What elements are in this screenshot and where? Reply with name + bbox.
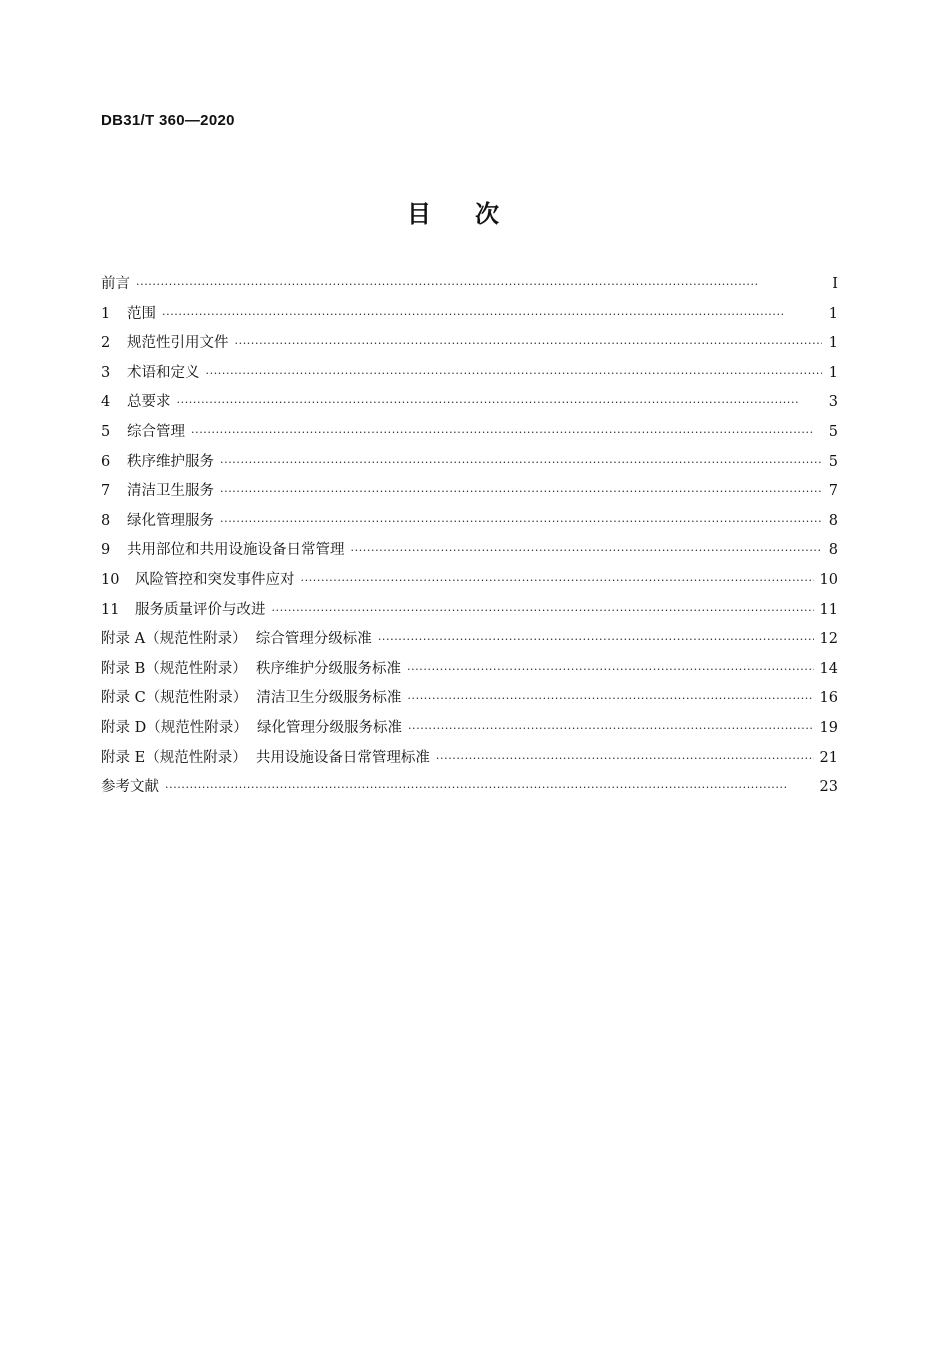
toc-entry-page: 5 xyxy=(828,453,838,470)
dot-leader xyxy=(177,396,823,409)
toc-entry-label: 共用部位和共用设施设备日常管理 xyxy=(127,542,345,559)
toc-entry-page: 5 xyxy=(828,423,838,440)
toc-entry[interactable] xyxy=(101,420,838,450)
table-of-contents xyxy=(101,272,838,805)
dot-leader xyxy=(191,426,822,439)
toc-entry-number: 2 xyxy=(101,335,111,352)
toc-entry-page: I xyxy=(832,276,838,292)
toc-entry-label: 秩序维护服务 xyxy=(127,453,214,470)
toc-entry[interactable] xyxy=(101,716,838,746)
toc-entry-page: 23 xyxy=(819,779,838,796)
toc-entry-label: 附录 D（规范性附录） 绿化管理分级服务标准 xyxy=(101,719,402,736)
dot-leader xyxy=(407,663,814,676)
dot-leader xyxy=(272,604,814,617)
toc-entry[interactable] xyxy=(101,450,838,480)
toc-entry-number: 4 xyxy=(101,394,111,411)
toc-entry-page: 1 xyxy=(828,305,838,322)
dot-leader xyxy=(162,308,822,321)
toc-entry-number: 6 xyxy=(101,453,111,470)
toc-entry-page: 14 xyxy=(819,660,838,677)
toc-entry-page: 12 xyxy=(819,631,838,648)
toc-entry-page: 19 xyxy=(819,719,838,736)
dot-leader xyxy=(235,337,823,350)
toc-entry-number: 5 xyxy=(101,423,111,440)
toc-entry[interactable] xyxy=(101,775,838,805)
toc-entry-label: 清洁卫生服务 xyxy=(127,483,214,500)
toc-entry-page: 8 xyxy=(828,512,838,529)
dot-leader xyxy=(408,722,814,735)
dot-leader xyxy=(407,692,813,705)
toc-entry-page: 1 xyxy=(828,364,838,381)
toc-entry-page: 7 xyxy=(828,483,838,500)
dot-leader xyxy=(378,633,814,646)
toc-entry-page: 10 xyxy=(819,571,838,588)
dot-leader xyxy=(301,574,814,587)
toc-entry[interactable] xyxy=(101,331,838,361)
toc-entry-label: 附录 E（规范性附录） 共用设施设备日常管理标准 xyxy=(101,749,430,766)
toc-entry-number: 11 xyxy=(101,601,120,618)
toc-entry[interactable] xyxy=(101,272,838,302)
toc-entry-label: 服务质量评价与改进 xyxy=(135,601,266,618)
toc-entry[interactable] xyxy=(101,509,838,539)
toc-entry-label: 前言 xyxy=(101,276,130,292)
toc-entry-number: 9 xyxy=(101,542,111,559)
toc-entry-page: 8 xyxy=(828,542,838,559)
toc-entry[interactable] xyxy=(101,302,838,332)
dot-leader xyxy=(220,515,822,528)
toc-entry-label: 规范性引用文件 xyxy=(127,335,229,352)
toc-entry[interactable] xyxy=(101,627,838,657)
toc-entry-page: 1 xyxy=(828,335,838,352)
page-title xyxy=(0,194,950,229)
toc-entry-number: 10 xyxy=(101,571,120,588)
toc-entry[interactable] xyxy=(101,479,838,509)
toc-entry-number: 7 xyxy=(101,483,111,500)
standard-code: DB31/T 360—2020 xyxy=(101,112,235,129)
toc-entry[interactable] xyxy=(101,390,838,420)
toc-entry-label: 绿化管理服务 xyxy=(127,512,214,529)
dot-leader xyxy=(220,485,822,498)
toc-entry-page: 16 xyxy=(819,690,838,707)
toc-entry-label: 风险管控和突发事件应对 xyxy=(135,571,295,588)
toc-entry-number: 8 xyxy=(101,512,111,529)
toc-entry[interactable] xyxy=(101,568,838,598)
toc-entry-number: 3 xyxy=(101,364,111,381)
toc-entry-label: 参考文献 xyxy=(101,779,159,796)
toc-entry-label: 附录 C（规范性附录） 清洁卫生分级服务标准 xyxy=(101,690,402,707)
toc-entry-label: 附录 B（规范性附录） 秩序维护分级服务标准 xyxy=(101,660,401,677)
toc-entry[interactable] xyxy=(101,746,838,776)
toc-entry-page: 3 xyxy=(828,394,838,411)
toc-entry-label: 范围 xyxy=(127,305,156,322)
toc-entry-page: 21 xyxy=(819,749,838,766)
toc-entry[interactable] xyxy=(101,361,838,391)
toc-entry[interactable] xyxy=(101,686,838,716)
dot-leader xyxy=(351,544,823,557)
dot-leader xyxy=(206,367,823,380)
dot-leader xyxy=(436,752,814,765)
dot-leader xyxy=(136,278,822,291)
toc-entry-number: 1 xyxy=(101,305,111,322)
toc-entry[interactable] xyxy=(101,657,838,687)
toc-entry[interactable] xyxy=(101,598,838,628)
dot-leader xyxy=(220,456,822,469)
toc-entry-label: 综合管理 xyxy=(127,423,185,440)
toc-entry-label: 总要求 xyxy=(127,394,171,411)
toc-entry-label: 附录 A（规范性附录） 综合管理分级标准 xyxy=(101,631,372,648)
toc-entry-label: 术语和定义 xyxy=(127,364,200,381)
toc-entry-page: 11 xyxy=(819,601,838,618)
page-title-text: 目次 xyxy=(407,199,543,228)
dot-leader xyxy=(165,781,814,794)
toc-entry[interactable] xyxy=(101,538,838,568)
